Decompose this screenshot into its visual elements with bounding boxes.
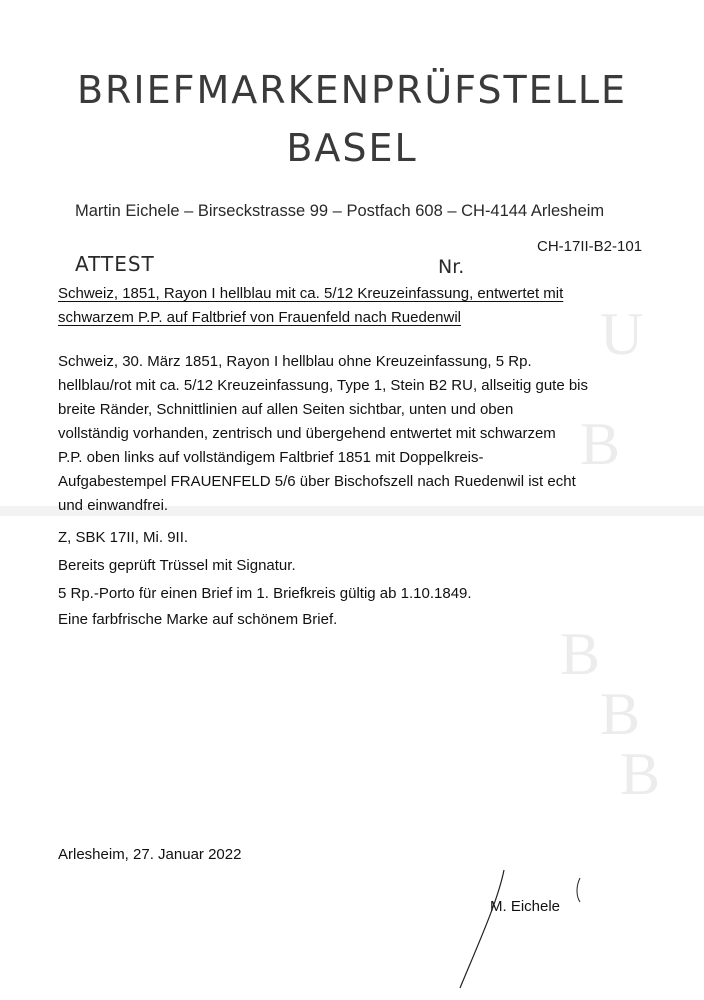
- description-line: Schweiz, 30. März 1851, Rayon I hellblau ohne Kreuzeinfassung, 5 Rp.: [58, 353, 532, 370]
- signature: M. Eichele: [490, 898, 561, 915]
- number-label: Nr.: [438, 256, 465, 278]
- heading-line: Schweiz, 1851, Rayon I hellblau mit ca. 5/12 Kreuzeinfassung, entwertet mit: [58, 285, 564, 302]
- office-title: BRIEFMARKENPRÜFSTELLE: [76, 68, 628, 112]
- signature-stroke: [440, 860, 600, 990]
- quality-remark: Eine farbfrische Marke auf schönem Brief.: [58, 611, 338, 628]
- description-line: und einwandfrei.: [58, 497, 169, 514]
- description-line: P.P. oben links auf vollständigem Faltbrief 1851 mit Doppelkreis-: [58, 449, 484, 466]
- catalogue-reference: Z, SBK 17II, Mi. 9II.: [58, 529, 189, 546]
- heading-line: schwarzem P.P. auf Faltbrief von Frauenfeld nach Ruedenwil: [58, 309, 462, 326]
- watermark-glyph: B: [620, 741, 661, 807]
- postage-note: 5 Rp.-Porto für einen Brief im 1. Briefkreis gültig ab 1.10.1849.: [58, 585, 472, 602]
- description-line: hellblau/rot mit ca. 5/12 Kreuzeinfassung, Type 1, Stein B2 RU, allseitig gute bis: [58, 377, 589, 394]
- item-heading: [58, 282, 658, 330]
- watermark-glyph: B: [580, 411, 621, 477]
- description-line: breite Ränder, Schnittlinien auf allen Seiten sichtbar, unten und oben: [58, 401, 514, 418]
- watermark-glyph: B: [600, 681, 641, 747]
- office-city: BASEL: [286, 126, 418, 170]
- certificate-number: CH-17II-B2-101: [537, 238, 643, 255]
- watermark-glyph: B: [560, 621, 601, 687]
- attest-label: ATTEST: [75, 252, 155, 276]
- description-line: vollständig vorhanden, zentrisch und übergehend entwertet mit schwarzem: [58, 425, 556, 442]
- description-line: Aufgabestempel FRAUENFELD 5/6 über Bischofszell nach Ruedenwil ist echt: [58, 473, 576, 490]
- item-description: [58, 350, 678, 518]
- prior-expertise: Bereits geprüft Trüssel mit Signatur.: [58, 557, 296, 574]
- place-date: Arlesheim, 27. Januar 2022: [58, 846, 242, 863]
- office-address: Martin Eichele – Birseckstrasse 99 – Postfach 608 – CH-4144 Arlesheim: [75, 202, 605, 220]
- watermark-glyph: U: [600, 301, 644, 367]
